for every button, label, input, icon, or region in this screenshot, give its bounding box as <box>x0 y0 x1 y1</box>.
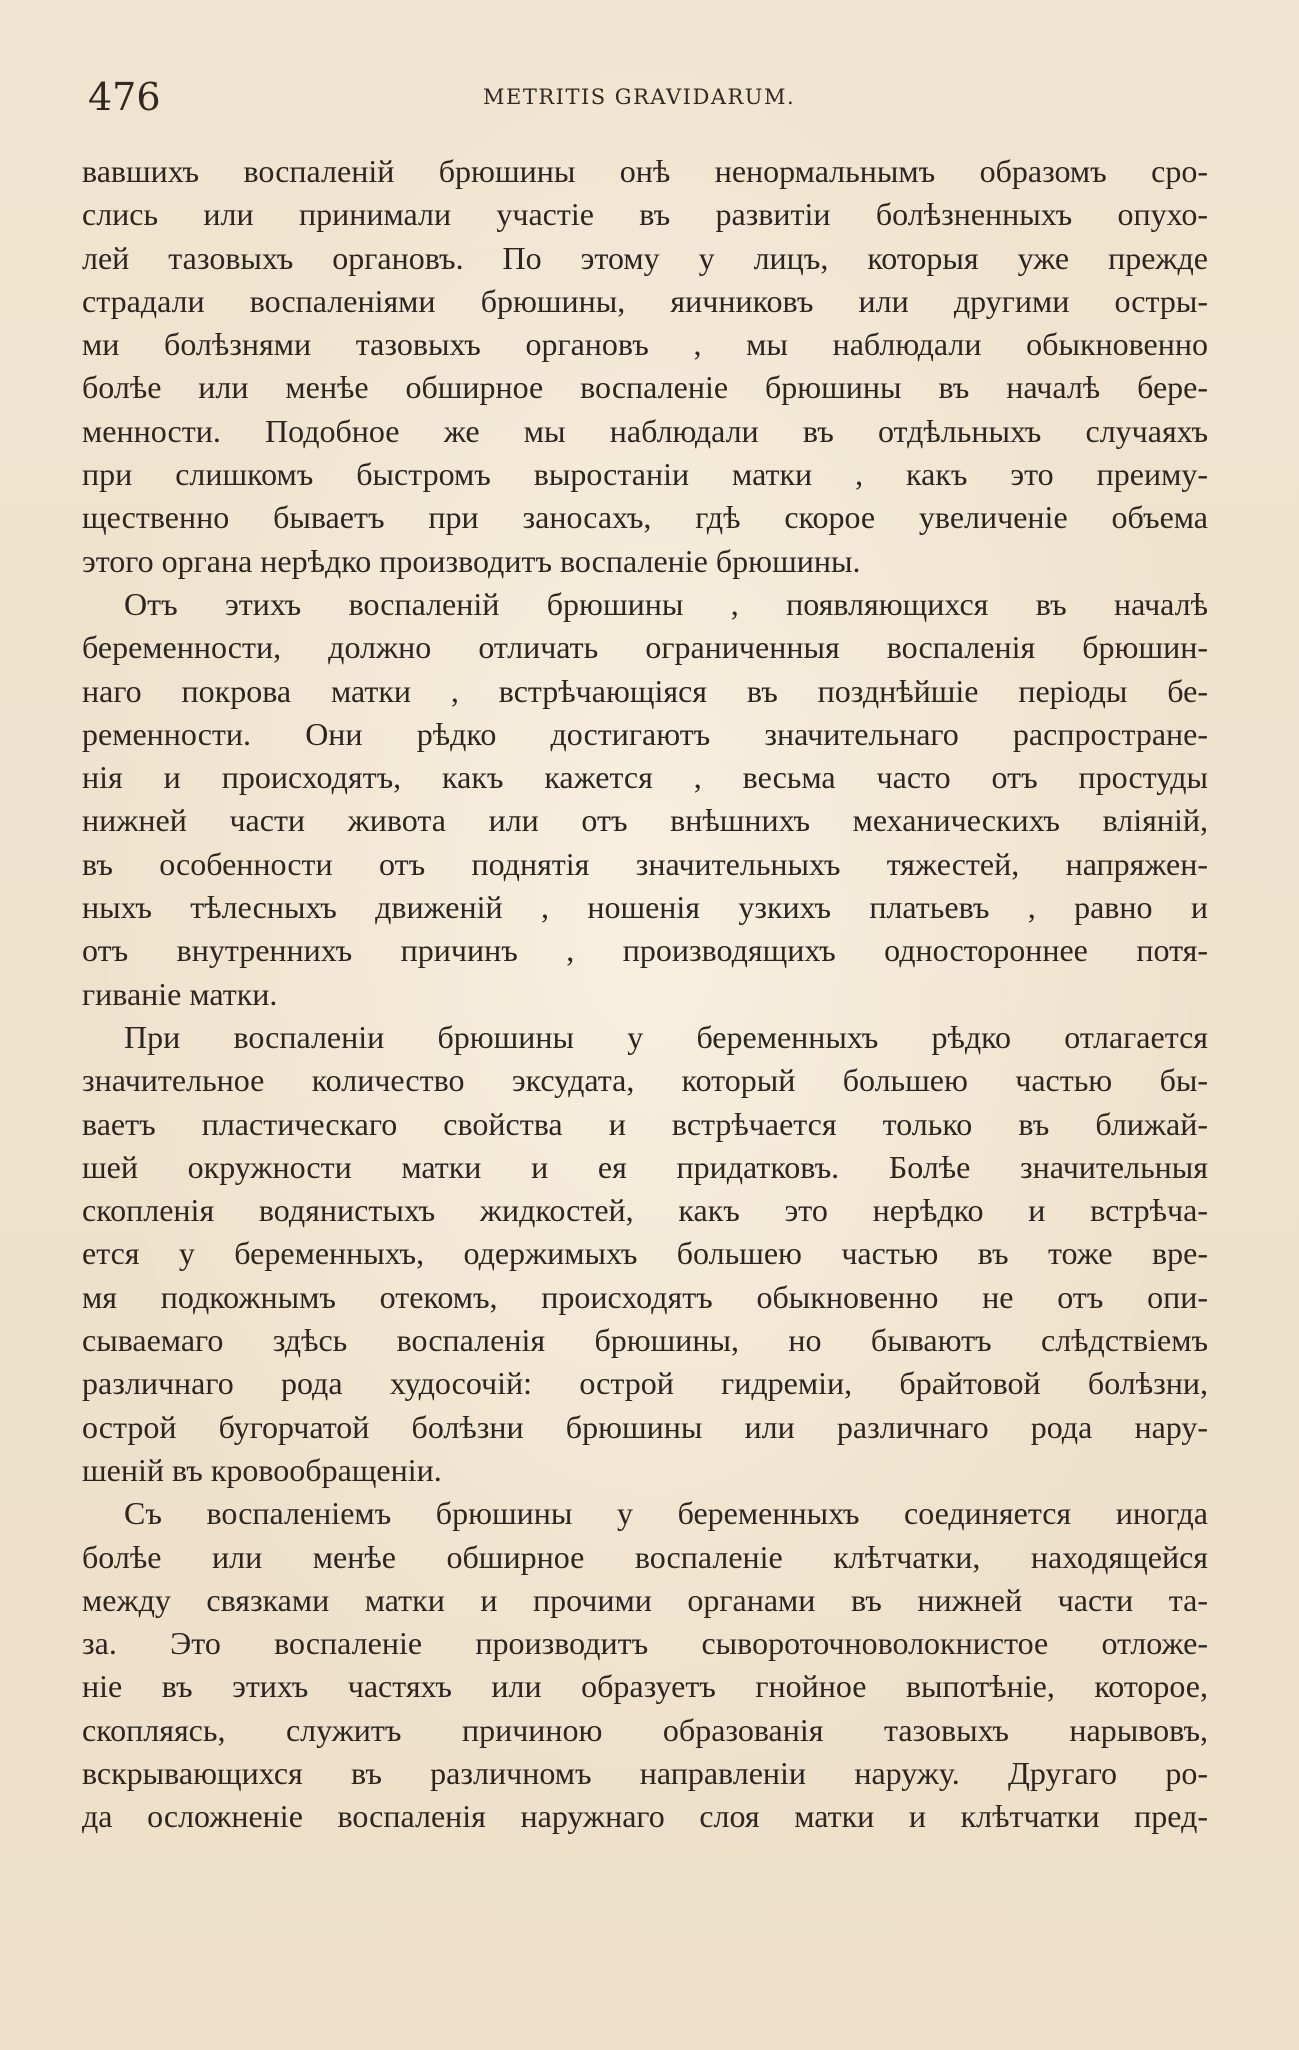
text-line: вскрывающихся въ различномъ направленіи наружу. Другаго ро- <box>82 1754 1208 1791</box>
text-line: беременности, должно отличать ограниченныя воспаленія брюшин- <box>82 629 1208 666</box>
text-line: да осложненіе воспаленія наружнаго слоя матки и клѣтчатки пред- <box>82 1798 1208 1835</box>
text-line: нія и происходятъ, какъ кажется , весьма часто отъ простуды <box>82 759 1208 796</box>
text-line: при слишкомъ быстромъ выростаніи матки , какъ это преиму- <box>82 456 1208 493</box>
text-line: Съ воспаленіемъ брюшины у беременныхъ соединяется иногда <box>124 1495 1208 1532</box>
text-line: различнаго рода худосочій: острой гидреміи, брайтовой болѣзни, <box>82 1365 1208 1402</box>
text-line: ныхъ тѣлесныхъ движеній , ношенія узкихъ платьевъ , равно и <box>82 889 1208 926</box>
text-line: ется у беременныхъ, одержимыхъ большею частью въ тоже вре- <box>82 1235 1208 1272</box>
text-line: гиваніе матки. <box>82 975 278 1012</box>
text-line: щественно бываетъ при заносахъ, гдѣ скорое увеличеніе объема <box>82 499 1208 536</box>
text-line: болѣе или менѣе обширное воспаленіе брюшины въ началѣ бере- <box>82 369 1208 406</box>
text-line: наго покрова матки , встрѣчающіяся въ позднѣйшіе періоды бе- <box>82 672 1208 709</box>
running-title: METRITIS GRAVIDARUM. <box>483 85 796 109</box>
text-line: нижней части живота или отъ внѣшнихъ механическихъ вліяній, <box>82 802 1208 839</box>
text-line: острой бугорчатой болѣзни брюшины или различнаго рода нару- <box>82 1408 1208 1445</box>
paragraph <box>82 1492 1208 1838</box>
text-line: ми болѣзнями тазовыхъ органовъ , мы наблюдали обыкновенно <box>82 326 1208 363</box>
paragraph <box>82 150 1208 583</box>
text-line: Отъ этихъ воспаленій брюшины , появляющихся въ началѣ <box>124 585 1208 622</box>
text-line: вавшихъ воспаленій брюшины онѣ ненормальнымъ образомъ сро- <box>82 153 1208 189</box>
text-line: сываемаго здѣсь воспаленія брюшины, но бываютъ слѣдствіемъ <box>82 1322 1208 1359</box>
text-line: ременности. Они рѣдко достигаютъ значительнаго распростране- <box>82 715 1208 752</box>
text-line: отъ внутреннихъ причинъ , производящихъ одностороннее потя- <box>82 932 1208 969</box>
text-line: лей тазовыхъ органовъ. По этому у лицъ, которыя уже прежде <box>82 239 1208 276</box>
text-line: шей окружности матки и ея придатковъ. Болѣе значительныя <box>82 1148 1208 1185</box>
text-line: этого органа нерѣдко производитъ воспаленіе брюшины. <box>82 542 861 579</box>
text-line: между связками матки и прочими органами въ нижней части та- <box>82 1581 1208 1618</box>
body-text <box>82 150 1208 1839</box>
text-line: скопленія водянистыхъ жидкостей, какъ это нерѣдко и встрѣча- <box>82 1192 1208 1229</box>
text-line: значительное количество эксудата, который большею частью бы- <box>82 1062 1208 1099</box>
page-number: 476 <box>88 75 161 119</box>
text-line: При воспаленіи брюшины у беременныхъ рѣдко отлагается <box>124 1018 1208 1055</box>
paragraph <box>82 1016 1208 1492</box>
text-line: менности. Подобное же мы наблюдали въ отдѣльныхъ случаяхъ <box>82 412 1208 449</box>
paragraph <box>82 583 1208 1016</box>
text-line: въ особенности отъ поднятія значительныхъ тяжестей, напряжен- <box>82 845 1208 882</box>
text-line: скопляясь, служитъ причиною образованія тазовыхъ нарывовъ, <box>82 1711 1208 1748</box>
text-line: за. Это воспаленіе производитъ сывороточноволокнистое отложе- <box>82 1625 1208 1662</box>
text-line: страдали воспаленіями брюшины, яичниковъ или другими остры- <box>82 282 1208 319</box>
text-line: ніе въ этихъ частяхъ или образуетъ гнойное выпотѣніе, которое, <box>82 1668 1208 1705</box>
running-header <box>88 72 1208 122</box>
text-line: слись или принимали участіе въ развитіи болѣзненныхъ опухо- <box>82 196 1208 233</box>
text-line: ваетъ пластическаго свойства и встрѣчается только въ ближай- <box>82 1105 1208 1142</box>
text-line: мя подкожнымъ отекомъ, происходятъ обыкновенно не отъ опи- <box>82 1278 1208 1315</box>
text-line: болѣе или менѣе обширное воспаленіе клѣтчатки, находящейся <box>82 1538 1208 1575</box>
text-line: шеній въ кровообращеніи. <box>82 1451 442 1488</box>
